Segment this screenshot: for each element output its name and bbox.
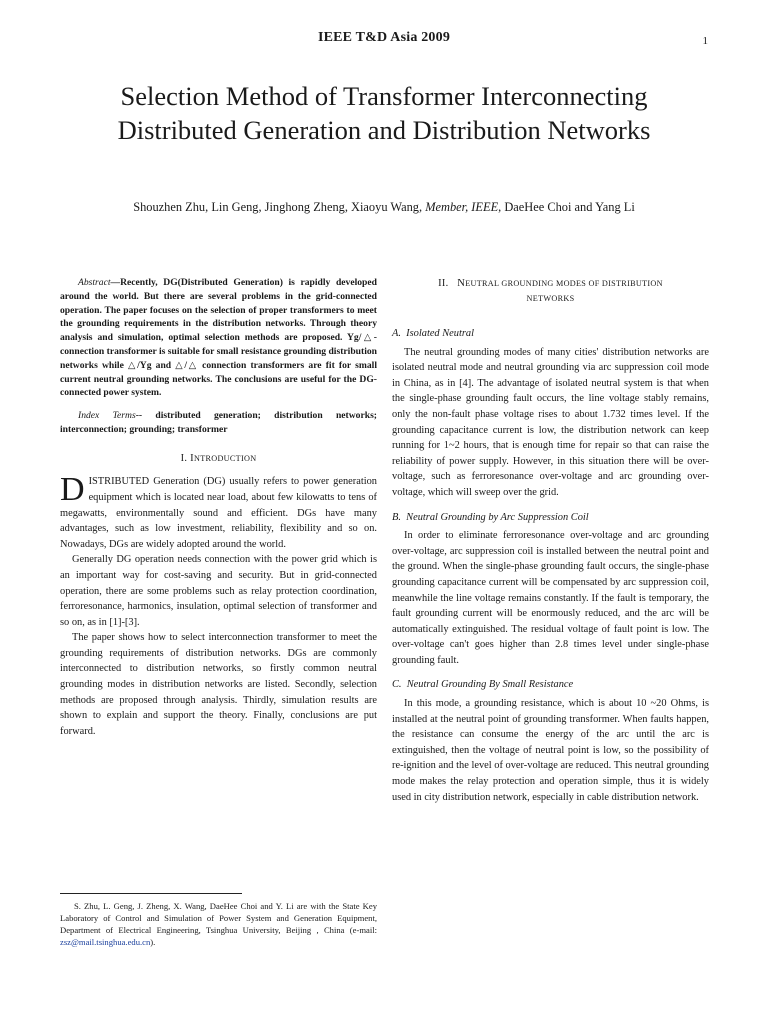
drop-cap: D bbox=[60, 471, 85, 509]
arc-suppression-text: In order to eliminate ferroresonance over-voltage and arc grounding over-voltage, arc suppression coil is installed between the neutral point and the ground. When the single-phase grounding fault occurs, the single-phase grounding capacitance current will be compensated by arc suppression coil, meanwhile the line voltage remains constantly. If the fault is temporary, the fault grounding current will be enormously reduced, and the arc will be automatically extinguished. The residual voltage of fault point is low. The over-voltage can't goes higher than 2.8 times level under single-phase grounding fault. bbox=[392, 530, 709, 666]
author-line bbox=[40, 200, 728, 215]
author-membership: Member, IEEE bbox=[425, 200, 499, 214]
subsection-title: Isolated Neutral bbox=[406, 328, 474, 339]
section-heading-introduction bbox=[60, 451, 377, 467]
author-names: Shouzhen Zhu, Lin Geng, Jinghong Zheng, Xiaoyu Wang, bbox=[133, 200, 423, 214]
footnote-end: ). bbox=[150, 936, 156, 947]
section-numeral: II. bbox=[438, 278, 449, 289]
heading-line2: NETWORKS bbox=[526, 294, 575, 303]
heading-rest: EUTRAL GROUNDING MODES OF DISTRIBUTION bbox=[465, 279, 663, 288]
intro-paragraph-3: The paper shows how to select interconnection transformer to meet the grounding requirements of distribution networks. DGs are commonly interconnected to distribution networks, so firstly common neutral grounding modes in distribution networks are listed. Secondly, selection methods are proposed through analysis. Thirdly, simulation results are shown to explain and support the theory. Finally, conclusions are put forward. bbox=[60, 632, 377, 737]
subsection-title: Neutral Grounding by Arc Suppression Coil bbox=[406, 511, 589, 523]
intro-paragraph-1 bbox=[60, 471, 377, 552]
author-names-end: , DaeHee Choi and Yang Li bbox=[498, 200, 635, 214]
isolated-neutral-text: The neutral grounding modes of many cities' distribution networks are isolated neutral mode and neutral grounding via arc suppression coil mode in China, as in [4]. The advantage of isolated neutral system is that when the single-phase grounding fault occurs, the line voltage stably remains, only the non-fault phase voltage rises to about 1.732 times level. If the grounding capacitance current is low, the distribution network can keep running for 1~2 hours, that is enough time for repair so that can raise the reliability of power supply. However, in this situation there will be over-voltage, such as ferroresonance over-voltage and arc grounding over-voltage, which will sweep over the grid. bbox=[392, 346, 709, 498]
subsection-label: C. bbox=[392, 679, 402, 691]
subsection-heading-a bbox=[392, 326, 709, 342]
section-heading-neutral-grounding bbox=[392, 276, 709, 306]
right-column bbox=[392, 276, 709, 805]
abstract-text: —Recently, DG(Distributed Generation) is rapidly developed around the world. But there are several problems in the grid-connected operation. The paper focuses on the selection of proper transformers to meet the grounding requirements in the distribution networks. Through theory analysis and simulation, optimal selection methods are proposed. Yg/△-connection transformer is suitable for small resistance grounding distribution networks while △/Yg and △/△ connection transformers are fit for small current neutral grounding networks. The conclusions are useful for the DG-connected power system. bbox=[60, 277, 377, 399]
heading-cap: I bbox=[190, 452, 194, 464]
footnote-rule bbox=[60, 893, 242, 894]
heading-rest: NTRODUCTION bbox=[193, 453, 257, 463]
first-word-rest: ISTRIBUTED bbox=[88, 476, 150, 488]
heading-cap: N bbox=[457, 278, 466, 289]
small-resistance-text: In this mode, a grounding resistance, which is about 10 ~20 Ohms, is installed at the neutral point of grounding transformer. When faults happen, the resistance can consume the energy of the arc until the arc is extinguished, then the voltage of neutral point is low, so the possibility of re-ignition and the level of over-voltage are reduced. This neutral grounding mode makes the relay protection and operation simple, thus it is widely used in city distribution network, especially in cable distribution network. bbox=[392, 698, 709, 803]
subsection-label: A. bbox=[392, 328, 401, 339]
intro-p1-text: Generation (DG) usually refers to power generation equipment which is located near load, about few kilowatts to tens of megawatts, environmentally sound and efficient. DGs have many advantages, such as low investment, reliability, flexibility and so on. Nowadays, DGs are widely adopted around the world. bbox=[60, 476, 377, 550]
index-terms-text: -- distributed generation; distribution networks; interconnection; grounding; transformer bbox=[60, 410, 377, 435]
index-terms bbox=[60, 409, 377, 437]
paper-title: Selection Method of Transformer Interconnecting Distributed Generation and Distribution Networks bbox=[117, 81, 651, 145]
page-number: 1 bbox=[702, 35, 708, 47]
subsection-heading-b bbox=[392, 510, 709, 526]
subsection-title: Neutral Grounding By Small Resistance bbox=[406, 679, 574, 691]
intro-paragraph-2: Generally DG operation needs connection with the power grid which is an important way for cost-saving and security. But in grid-connected operation, there are some problems such as relay protection coordination, ferroresonance, harmonics, insulation, optimal selection of transformer and so on, as in [1]-[3]. bbox=[60, 554, 377, 628]
email-link[interactable]: zsz@mail.tsinghua.edu.cn bbox=[60, 936, 151, 947]
author-footnote bbox=[60, 901, 377, 949]
footnote-text: S. Zhu, L. Geng, J. Zheng, X. Wang, DaeHee Choi and Y. Li are with the State Key Laboratory of Control and Simulation of Power System and Generation Equipment, Department of Electrical Engineering, Tsinghua University, Beijing , China (e-mail: bbox=[60, 901, 377, 935]
subsection-label: B. bbox=[392, 511, 401, 523]
left-column bbox=[60, 276, 377, 739]
running-header: IEEE T&D Asia 2009 bbox=[317, 30, 451, 45]
abstract-label: Abstract bbox=[78, 277, 111, 288]
abstract bbox=[60, 276, 377, 400]
index-terms-label: Index Terms bbox=[78, 410, 136, 422]
subsection-heading-c bbox=[392, 677, 709, 693]
section-numeral: I. bbox=[180, 452, 188, 464]
